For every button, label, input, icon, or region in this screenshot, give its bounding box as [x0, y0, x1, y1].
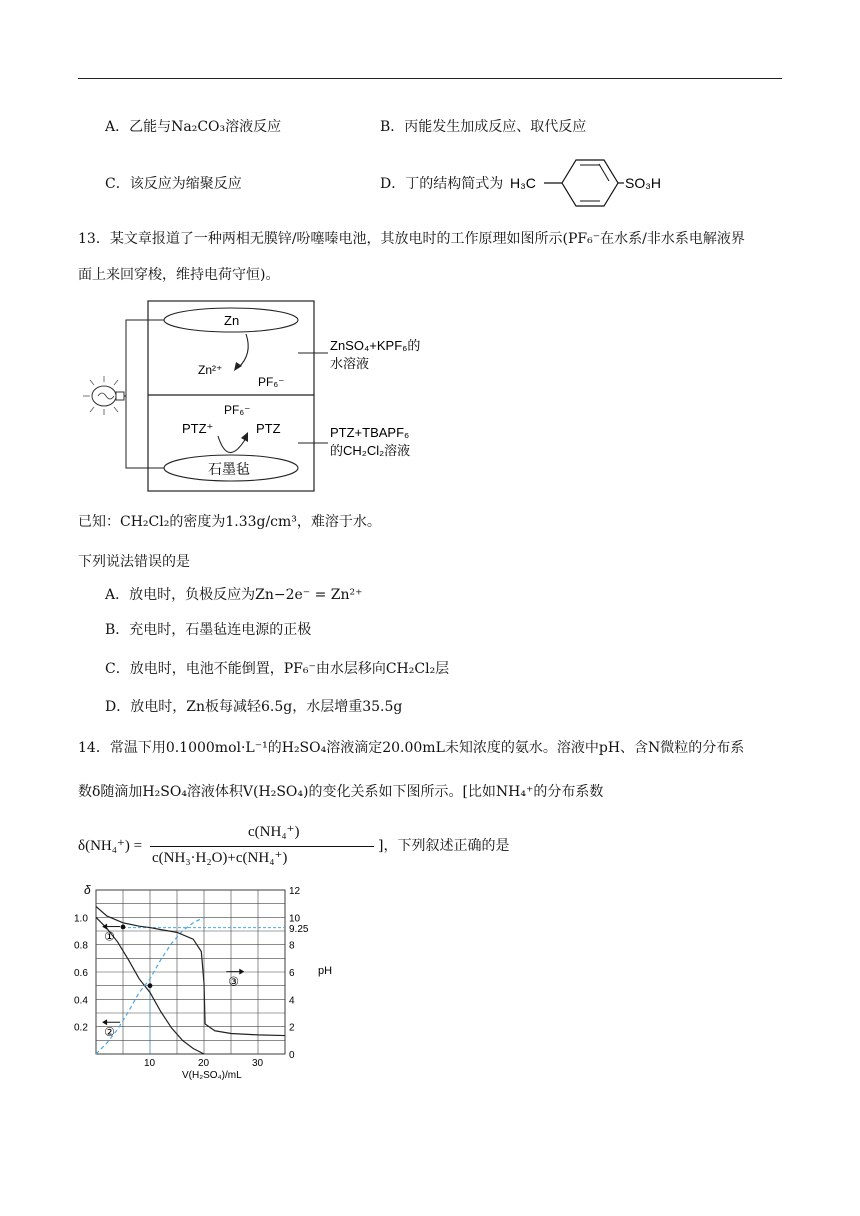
- q12-option-d: D．丁的结构简式为: [380, 176, 504, 192]
- chart-series: [96, 906, 285, 1054]
- lightbulb-icon: [83, 376, 124, 415]
- aqueous-label-1: ZnSO₄+KPF₆的: [330, 338, 421, 353]
- ptz-label: PTZ: [256, 421, 281, 436]
- series-labels: [102, 924, 244, 1040]
- q13-option-c: C．放电时，电池不能倒置，PF₆⁻由水层移向CH₂Cl₂层: [105, 661, 450, 677]
- graphite-felt-label: 石墨毡: [208, 461, 250, 477]
- formula-lhs: δ(NH₄⁺) =: [78, 838, 143, 854]
- battery-diagram: [78, 298, 458, 498]
- y-right-tick-label: 10: [289, 913, 301, 925]
- organic-label-2: 的CH₂Cl₂溶液: [330, 443, 411, 458]
- pf6-lower-label: PF₆⁻: [224, 403, 251, 417]
- titration-chart: [70, 882, 360, 1082]
- q13-known: 已知：CH₂Cl₂的密度为1.33g/cm³，难溶于水。: [78, 514, 381, 530]
- header-rule: [78, 78, 782, 79]
- zn-ion-label: Zn²⁺: [198, 363, 223, 377]
- aqueous-label-2: 水溶液: [330, 356, 370, 371]
- y-left-tick-label: 0.2: [74, 1022, 88, 1034]
- fraction-bar: [150, 846, 374, 847]
- x-tick-label: 30: [252, 1058, 264, 1069]
- y-right-tick-label: 6: [289, 968, 295, 979]
- series-label-2: ②: [104, 1025, 115, 1040]
- series-label-3: ③: [228, 974, 240, 989]
- organic-label-1: PTZ+TBAPF₆: [330, 425, 410, 440]
- y-right-tick-label: 2: [289, 1022, 295, 1034]
- structure-left-group: H₃C: [510, 175, 536, 191]
- ptz-plus-label: PTZ⁺: [182, 421, 214, 436]
- q13-option-b: B．充电时，石墨毡连电源的正极: [105, 622, 312, 638]
- y-left-tick-label: 0.6: [74, 968, 88, 979]
- q12-option-a: A．乙能与Na₂CO₃溶液反应: [105, 119, 282, 135]
- q13-question: 下列说法错误的是: [78, 554, 190, 570]
- data-marker: [121, 925, 126, 930]
- toluenesulfonic-structure: [508, 154, 678, 214]
- q13-option-d: D．放电时，Zn板每减轻6.5g，水层增重35.5g: [105, 699, 403, 715]
- x-tick-label: 20: [198, 1058, 210, 1069]
- q13-stem-line1: 13．某文章报道了一种两相无膜锌/吩噻嗪电池，其放电时的工作原理如图所示(PF₆⁻在水系/非水系电解液界: [78, 231, 745, 247]
- q13-option-a: A．放电时，负极反应为Zn−2e⁻ = Zn²⁺: [105, 587, 363, 603]
- y-right-tick-label: 0: [289, 1050, 295, 1061]
- formula-tail: ]，下列叙述正确的是: [378, 838, 510, 854]
- structure-right-group: SO₃H: [625, 175, 662, 191]
- q12-option-b: B．丙能发生加成反应、取代反应: [380, 119, 587, 135]
- formula-denominator: c(NH₃·H₂O)+c(NH₄⁺): [152, 850, 288, 866]
- y-left-tick-label: 1.0: [74, 913, 88, 925]
- series-label-1: ①: [104, 929, 115, 944]
- x-tick-label: 10: [144, 1058, 156, 1069]
- data-marker: [148, 983, 153, 988]
- formula-numerator: c(NH₄⁺): [248, 824, 300, 840]
- y-right-axis-label: pH: [318, 965, 333, 977]
- chart-grid: [96, 890, 285, 1054]
- q14-line2: 数δ随滴加H₂SO₄溶液体积V(H₂SO₄)的变化关系如下图所示。[比如NH₄⁺的分布系数: [78, 784, 604, 800]
- distribution-formula: [78, 820, 518, 872]
- series-arrowhead: [239, 969, 244, 975]
- q13-stem-line2: 面上来回穿梭，维持电荷守恒)。: [78, 267, 280, 283]
- annotation-9-25: 9.25: [289, 924, 309, 935]
- y-right-tick-label: 4: [289, 995, 295, 1007]
- q14-line1: 14．常温下用0.1000mol·L⁻¹的H₂SO₄溶液滴定20.00mL未知浓度的氨水。溶液中pH、含N微粒的分布系: [78, 740, 745, 756]
- y-left-tick-label: 0.8: [74, 940, 88, 952]
- y-right-tick-label: 12: [289, 886, 301, 897]
- q12-option-c: C．该反应为缩聚反应: [105, 176, 242, 192]
- pf6-upper-label: PF₆⁻: [258, 375, 285, 389]
- y-left-axis-label: δ: [84, 883, 91, 897]
- zn-electrode-label: Zn: [224, 313, 240, 328]
- y-right-tick-label: 8: [289, 940, 295, 952]
- x-axis-label: V(H₂SO₄)/mL: [182, 1070, 242, 1081]
- y-left-tick-label: 0.4: [74, 995, 88, 1007]
